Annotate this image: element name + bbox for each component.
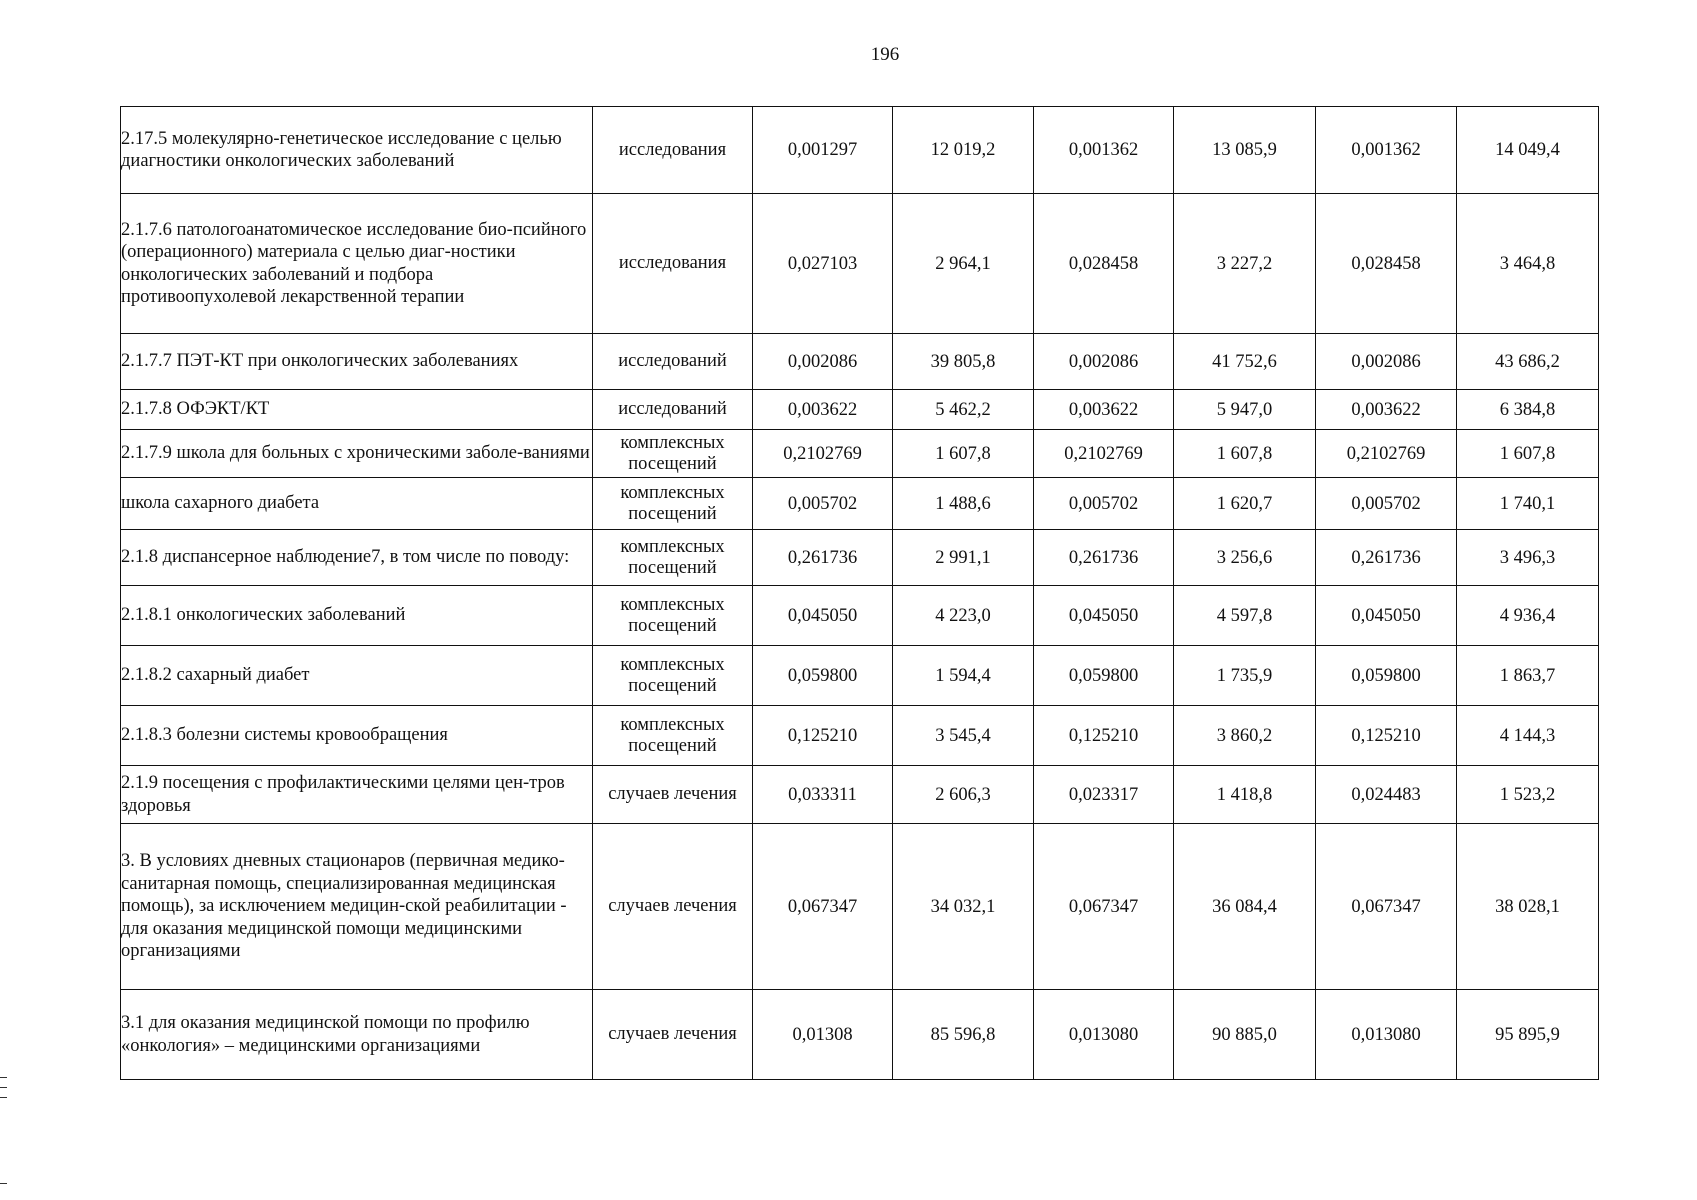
value-cell: 1 735,9: [1174, 646, 1316, 706]
margin-mark: [0, 1087, 7, 1088]
row-unit: комплексных посещений: [593, 706, 753, 766]
row-label: 3. В условиях дневных стационаров (первичная медико-санитарная помощь, специализированная медицинская помощь), за исключением медицин-ской реабилитации - для оказания медицинской помощи медицинскими организациями: [121, 824, 593, 990]
value-cell: 1 740,1: [1457, 478, 1599, 530]
value-cell: 0,003622: [1316, 390, 1457, 430]
value-cell: 3 860,2: [1174, 706, 1316, 766]
row-unit: исследования: [593, 107, 753, 194]
value-cell: 1 607,8: [893, 430, 1034, 478]
value-cell: 3 496,3: [1457, 530, 1599, 586]
value-cell: 0,002086: [753, 334, 893, 390]
value-cell: 1 488,6: [893, 478, 1034, 530]
value-cell: 0,2102769: [1316, 430, 1457, 478]
row-unit: комплексных посещений: [593, 586, 753, 646]
value-cell: 0,033311: [753, 766, 893, 824]
row-label: 2.1.8.1 онкологических заболеваний: [121, 586, 593, 646]
value-cell: 0,002086: [1034, 334, 1174, 390]
value-cell: 0,001297: [753, 107, 893, 194]
table-row: [121, 586, 1599, 646]
value-cell: 12 019,2: [893, 107, 1034, 194]
value-cell: 4 144,3: [1457, 706, 1599, 766]
row-label: 2.1.8.3 болезни системы кровообращения: [121, 706, 593, 766]
row-label: 2.1.7.9 школа для больных с хроническими заболе-ваниями: [121, 430, 593, 478]
value-cell: 3 464,8: [1457, 194, 1599, 334]
margin-mark: [0, 1097, 7, 1098]
value-cell: 0,028458: [1034, 194, 1174, 334]
value-cell: 41 752,6: [1174, 334, 1316, 390]
value-cell: 6 384,8: [1457, 390, 1599, 430]
table-row: [121, 334, 1599, 390]
table-row: [121, 824, 1599, 990]
row-label: 2.1.7.7 ПЭТ-КТ при онкологических заболеваниях: [121, 334, 593, 390]
value-cell: 0,01308: [753, 990, 893, 1080]
value-cell: 2 991,1: [893, 530, 1034, 586]
value-cell: 0,013080: [1034, 990, 1174, 1080]
value-cell: 5 947,0: [1174, 390, 1316, 430]
value-cell: 0,067347: [753, 824, 893, 990]
row-unit: случаев лечения: [593, 990, 753, 1080]
value-cell: 0,001362: [1316, 107, 1457, 194]
value-cell: 85 596,8: [893, 990, 1034, 1080]
value-cell: 43 686,2: [1457, 334, 1599, 390]
value-cell: 1 620,7: [1174, 478, 1316, 530]
value-cell: 0,2102769: [753, 430, 893, 478]
value-cell: 0,059800: [753, 646, 893, 706]
table-row: [121, 766, 1599, 824]
value-cell: 0,067347: [1316, 824, 1457, 990]
row-label: 2.1.8 диспансерное наблюдение7, в том числе по поводу:: [121, 530, 593, 586]
value-cell: 0,005702: [753, 478, 893, 530]
value-cell: 3 256,6: [1174, 530, 1316, 586]
value-cell: 0,125210: [1316, 706, 1457, 766]
value-cell: 0,059800: [1316, 646, 1457, 706]
row-unit: комплексных посещений: [593, 646, 753, 706]
value-cell: 5 462,2: [893, 390, 1034, 430]
value-cell: 0,005702: [1034, 478, 1174, 530]
value-cell: 0,005702: [1316, 478, 1457, 530]
value-cell: 0,125210: [1034, 706, 1174, 766]
row-label: 3.1 для оказания медицинской помощи по профилю «онкология» – медицинскими организациями: [121, 990, 593, 1080]
table-row: [121, 530, 1599, 586]
value-cell: 0,067347: [1034, 824, 1174, 990]
value-cell: 2 606,3: [893, 766, 1034, 824]
data-table: [120, 106, 1599, 1080]
value-cell: 1 863,7: [1457, 646, 1599, 706]
value-cell: 1 607,8: [1174, 430, 1316, 478]
row-unit: исследования: [593, 194, 753, 334]
value-cell: 34 032,1: [893, 824, 1034, 990]
value-cell: 14 049,4: [1457, 107, 1599, 194]
row-label: школа сахарного диабета: [121, 478, 593, 530]
value-cell: 39 805,8: [893, 334, 1034, 390]
value-cell: 0,261736: [753, 530, 893, 586]
value-cell: 13 085,9: [1174, 107, 1316, 194]
table-row: [121, 706, 1599, 766]
page-number: 196: [870, 44, 900, 65]
value-cell: 0,261736: [1034, 530, 1174, 586]
table-row: [121, 430, 1599, 478]
value-cell: 0,2102769: [1034, 430, 1174, 478]
value-cell: 90 885,0: [1174, 990, 1316, 1080]
value-cell: 0,028458: [1316, 194, 1457, 334]
value-cell: 2 964,1: [893, 194, 1034, 334]
value-cell: 0,261736: [1316, 530, 1457, 586]
value-cell: 0,045050: [1316, 586, 1457, 646]
table-row: [121, 646, 1599, 706]
value-cell: 1 607,8: [1457, 430, 1599, 478]
value-cell: 1 418,8: [1174, 766, 1316, 824]
row-unit: случаев лечения: [593, 824, 753, 990]
table-row: [121, 107, 1599, 194]
value-cell: 0,013080: [1316, 990, 1457, 1080]
row-unit: исследований: [593, 390, 753, 430]
row-unit: исследований: [593, 334, 753, 390]
value-cell: 0,001362: [1034, 107, 1174, 194]
table-row: [121, 194, 1599, 334]
row-label: 2.1.7.8 ОФЭКТ/КТ: [121, 390, 593, 430]
table-row: [121, 390, 1599, 430]
table-row: [121, 990, 1599, 1080]
margin-mark: [0, 1077, 7, 1078]
value-cell: 0,003622: [753, 390, 893, 430]
table-row: [121, 478, 1599, 530]
row-label: 2.17.5 молекулярно-генетическое исследование с целью диагностики онкологических заболеваний: [121, 107, 593, 194]
row-unit: комплексных посещений: [593, 530, 753, 586]
value-cell: 36 084,4: [1174, 824, 1316, 990]
value-cell: 4 223,0: [893, 586, 1034, 646]
value-cell: 38 028,1: [1457, 824, 1599, 990]
margin-mark: [0, 1183, 7, 1184]
value-cell: 3 545,4: [893, 706, 1034, 766]
row-label: 2.1.7.6 патологоанатомическое исследование био-псийного (операционного) материала с целью диаг-ностики онкологических заболеваний и подбора противоопухолевой лекарственной терапии: [121, 194, 593, 334]
value-cell: 4 936,4: [1457, 586, 1599, 646]
value-cell: 0,125210: [753, 706, 893, 766]
value-cell: 1 523,2: [1457, 766, 1599, 824]
value-cell: 4 597,8: [1174, 586, 1316, 646]
row-unit: случаев лечения: [593, 766, 753, 824]
value-cell: 0,024483: [1316, 766, 1457, 824]
row-label: 2.1.8.2 сахарный диабет: [121, 646, 593, 706]
row-unit: комплексных посещений: [593, 478, 753, 530]
value-cell: 3 227,2: [1174, 194, 1316, 334]
value-cell: 0,023317: [1034, 766, 1174, 824]
value-cell: 95 895,9: [1457, 990, 1599, 1080]
value-cell: 0,002086: [1316, 334, 1457, 390]
value-cell: 0,027103: [753, 194, 893, 334]
value-cell: 0,045050: [1034, 586, 1174, 646]
value-cell: 0,045050: [753, 586, 893, 646]
value-cell: 0,003622: [1034, 390, 1174, 430]
value-cell: 1 594,4: [893, 646, 1034, 706]
value-cell: 0,059800: [1034, 646, 1174, 706]
row-unit: комплексных посещений: [593, 430, 753, 478]
row-label: 2.1.9 посещения с профилактическими целями цен-тров здоровья: [121, 766, 593, 824]
